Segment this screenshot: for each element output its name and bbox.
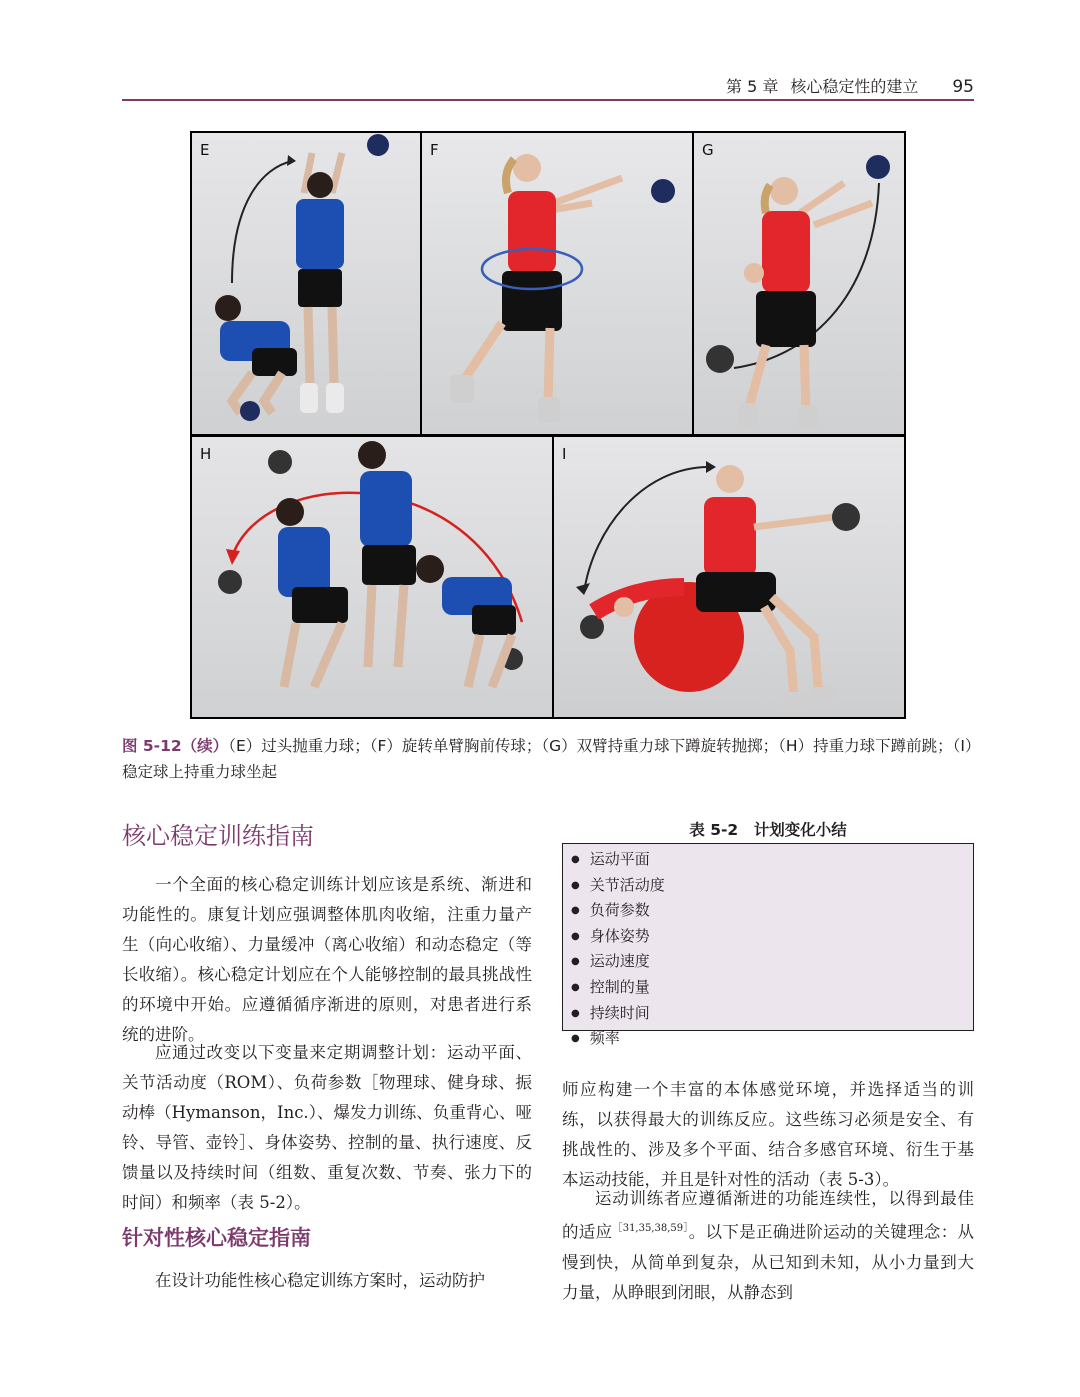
medicine-ball-icon — [832, 503, 860, 531]
panel-h-illustration — [192, 437, 552, 717]
figure-label: 图 5-12（续） — [122, 737, 229, 755]
list-item: ● 身体姿势 — [571, 925, 973, 951]
panel-f-illustration — [422, 133, 692, 434]
section-heading: 核心稳定训练指南 — [122, 822, 314, 850]
panel-i-illustration — [554, 437, 904, 717]
figure-caption — [122, 733, 976, 785]
list-item: ● 频率 — [571, 1027, 973, 1053]
panel-e-illustration — [192, 133, 420, 434]
paragraph: 师应构建一个丰富的本体感觉环境，并选择适当的训练，以获得最大的训练反应。这些练习必须是安全、有挑战性的、涉及多个平面、结合多感官环境、衍生于基本运动技能，并且是针对性的活动（表 5-3）。 — [562, 1080, 974, 1189]
header-rule — [122, 99, 974, 101]
list-item: ● 运动平面 — [571, 848, 973, 874]
panel-label: G — [702, 141, 714, 159]
medicine-ball-icon — [367, 134, 389, 156]
list-item: ● 负荷参数 — [571, 899, 973, 925]
list-item: ● 运动速度 — [571, 950, 973, 976]
caption-text: （E）过头抛重力球；（F）旋转单臂胸前传球；（G）双臂持重力球下蹲旋转抛掷；（H）持重力球下蹲前跳；（I）稳定球上持重力球坐起 — [122, 737, 973, 781]
panel-g — [694, 133, 904, 434]
panel-e — [192, 133, 420, 434]
paragraph-text: 。以下是正确进阶运动的关键理念：从慢到快，从简单到复杂，从已知到未知，从小力量到大力量，从睁眼到闭眼，从静态到 — [562, 1222, 975, 1302]
paragraph: 在设计功能性核心稳定训练方案时，运动防护 — [155, 1271, 485, 1290]
arc-arrow — [232, 161, 292, 283]
chapter-title: 核心稳定性的建立 — [790, 77, 919, 96]
page-number: 95 — [952, 77, 974, 97]
panel-label: I — [562, 445, 567, 463]
medicine-ball-icon — [866, 155, 890, 179]
arrow-head — [226, 549, 240, 565]
running-header — [122, 74, 974, 100]
arrow-head — [706, 461, 716, 473]
panel-label: E — [200, 141, 210, 159]
medicine-ball-icon — [651, 179, 675, 203]
paragraph — [562, 1184, 974, 1308]
list-item: ● 持续时间 — [571, 1002, 973, 1028]
list-item: ● 控制的量 — [571, 976, 973, 1002]
list-item: ● 关节活动度 — [571, 874, 973, 900]
variable-list — [563, 844, 973, 1053]
panel-g-illustration — [694, 133, 904, 434]
subsection-heading: 针对性核心稳定指南 — [122, 1226, 311, 1250]
panel-label: H — [200, 445, 212, 463]
arrow-head — [287, 155, 296, 166]
panel-i — [554, 437, 904, 717]
panel-label: F — [430, 141, 439, 159]
medicine-ball-icon — [268, 450, 292, 474]
citation: ［31,35,38,59］ — [612, 1223, 689, 1234]
table-5-2 — [562, 843, 974, 1048]
paragraph: 一个全面的核心稳定训练计划应该是系统、渐进和功能性的。康复计划应强调整体肌肉收缩，注重力量产生（向心收缩）、力量缓冲（离心收缩）和动态稳定（等长收缩）。核心稳定计划应在个人能够控制的最具挑战性的环境中开始。应遵循循序渐进的原则，对患者进行系统的进阶。 — [122, 875, 532, 1044]
arc-arrow — [584, 467, 709, 592]
paragraph: 应通过改变以下变量来定期调整计划：运动平面、关节活动度（ROM）、负荷参数［物理球、健身球、振动棒（Hymanson，Inc.）、爆发力训练、负重背心、哑铃、导管、壶铃］、身体姿势、控制的量、执行速度、反馈量以及持续时间（组数、重复次数、节奏、张力下的时间）和频率（表 5-2）。 — [122, 1043, 532, 1212]
figure-5-12 — [190, 131, 906, 719]
panel-h — [192, 437, 552, 717]
chapter-number: 第 5 章 — [725, 77, 779, 96]
paragraph-text: 运动训练者应遵循渐进的功能连续性，以得到最佳的适应 — [562, 1189, 974, 1242]
panel-f — [422, 133, 692, 434]
table-title: 表 5-2 计划变化小结 — [689, 821, 847, 839]
